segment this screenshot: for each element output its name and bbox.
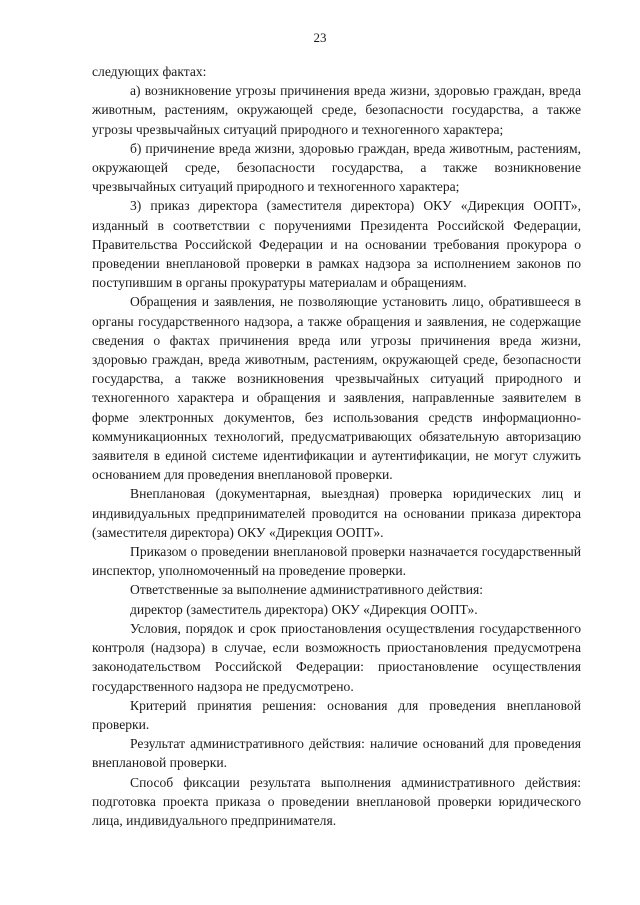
paragraph-result: Результат административного действия: наличие оснований для проведения внеплановой проверки. (92, 736, 581, 771)
paragraph-decision-criterion: Критерий принятия решения: основания для проведения внеплановой проверки. (92, 697, 581, 732)
paragraph-responsible-heading: Ответственные за выполнение административного действия: (130, 582, 484, 598)
paragraph-item-3: 3) приказ директора (заместителя директора) ОКУ «Дирекция ООПТ», изданный в соответствии с поручениями Президента Российской Федерации, Правительства Российской Федерации и на основании требования прокурора о проведении внеплановой проверки в рамках надзора за исполнением законов по поступившим в органы прокуратуры материалам и обращениям. (92, 198, 581, 291)
paragraph-item-b: б) причинение вреда жизни, здоровью граждан, вреда животным, растениям, окружающей среде, безопасности государства, а также возникновение чрезвычайных ситуаций природного и техногенного характера; (92, 140, 581, 195)
paragraph-unscheduled-inspection: Внеплановая (документарная, выездная) проверка юридических лиц и индивидуальных предпринимателей проводится на основании приказа директора (заместителя директора) ОКУ «Дирекция ООПТ». (92, 486, 581, 540)
paragraph-responsible-person: директор (заместитель директора) ОКУ «Дирекция ООПТ». (130, 601, 478, 617)
document-body (92, 62, 581, 830)
paragraph-item-a: а) возникновение угрозы причинения вреда жизни, здоровью граждан, вреда животным, растениям, окружающей среде, безопасности государства, а также угрозы чрезвычайных ситуаций природного и техногенного характера; (92, 83, 581, 137)
paragraph-intro: следующих фактах: (92, 64, 207, 79)
paragraph-appeals: Обращения и заявления, не позволяющие установить лицо, обратившееся в органы государственного надзора, а также обращения и заявления, не содержащие сведения о фактах причинения вреда или угрозы причинения вреда жизни, здоровью граждан, вреда животным, растениям, окружающей среде, безопасности государства, а также возникновения чрезвычайных ситуаций природного и техногенного характера и обращения и заявления, направленные заявителем в форме электронных документов, без использования средств информационно-коммуникационных технологий, предусматривающих обязательную авторизацию заявителя в единой системе идентификации и аутентификации, не могут служить основанием для проведения внеплановой проверки. (92, 294, 581, 483)
paragraph-fixation-method: Способ фиксации результата выполнения административного действия: подготовка проекта приказа о проведении внеплановой проверки юридического лица, индивидуального предпринимателя. (92, 774, 581, 828)
page-number: 23 (313, 30, 327, 45)
paragraph-order: Приказом о проведении внеплановой проверки назначается государственный инспектор, уполномоченный на проведение проверки. (92, 544, 581, 579)
paragraph-suspension-conditions: Условия, порядок и срок приостановления осуществления государственного контроля (надзора) в случае, если возможность приостановления предусмотрена законодательством Российской Федерации: приостановление осуществления государственного надзора не предусмотрено. (92, 620, 581, 694)
